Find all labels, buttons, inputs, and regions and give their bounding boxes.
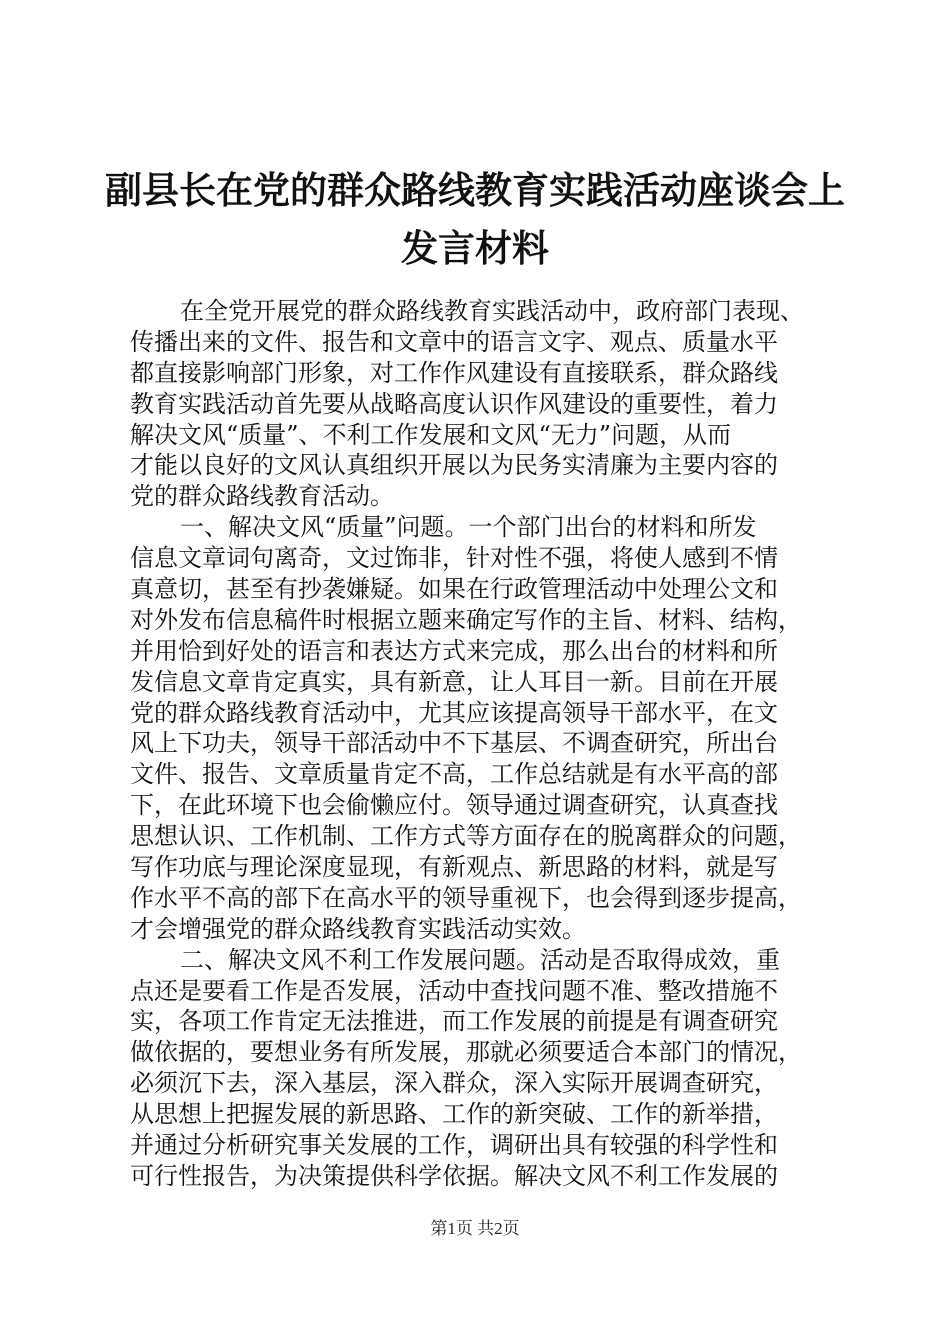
body-line: 党的群众路线教育活动中，尤其应该提高领导干部水平，在文 xyxy=(130,698,778,727)
page-footer: 第1页 共2页 xyxy=(430,1219,520,1238)
body-line: 点还是要看工作是否发展，活动中查找问题不准、整改措施不 xyxy=(130,976,778,1005)
body-line: 发信息文章肯定真实，具有新意，让人耳目一新。目前在开展 xyxy=(130,667,778,696)
body-line: 写作功底与理论深度显现，有新观点、新思路的材料，就是写 xyxy=(130,853,778,882)
body-line: 文件、报告、文章质量肯定不高，工作总结就是有水平高的部 xyxy=(130,760,778,789)
body-line: 党的群众路线教育活动。 xyxy=(130,482,394,511)
body-line: 信息文章词句离奇，文过饰非，针对性不强，将使人感到不情 xyxy=(130,544,778,573)
body-line: 才能以良好的文风认真组织开展以为民务实清廉为主要内容的 xyxy=(130,451,778,480)
document-title-line2: 发言材料 xyxy=(401,226,549,270)
body-line: 都直接影响部门形象，对工作作风建设有直接联系，群众路线 xyxy=(130,358,778,387)
body-line: 风上下功夫，领导干部活动中不下基层、不调查研究，所出台 xyxy=(130,729,778,758)
body-line: 作水平不高的部下在高水平的领导重视下，也会得到逐步提高， xyxy=(130,883,802,912)
body-line: 可行性报告，为决策提供科学依据。解决文风不利工作发展的 xyxy=(130,1161,778,1190)
body-line: 传播出来的文件、报告和文章中的语言文字、观点、质量水平 xyxy=(130,327,778,356)
document-title-line1: 副县长在党的群众路线教育实践活动座谈会上 xyxy=(105,168,845,212)
body-line: 必须沉下去，深入基层，深入群众，深入实际开展调查研究， xyxy=(130,1069,778,1098)
body-line: 解决文风“质量”、不利工作发展和文风“无力”问题，从而 xyxy=(130,420,732,449)
body-line: 教育实践活动首先要从战略高度认识作风建设的重要性，着力 xyxy=(130,389,778,418)
body-line: 并用恰到好处的语言和表达方式来完成，那么出台的材料和所 xyxy=(130,636,778,665)
body-line: 二、解决文风不利工作发展问题。活动是否取得成效，重 xyxy=(180,945,780,974)
body-line: 做依据的，要想业务有所发展，那就必须要适合本部门的情况， xyxy=(130,1038,802,1067)
body-line: 实，各项工作肯定无法推进，而工作发展的前提是有调查研究 xyxy=(130,1007,778,1036)
document-body xyxy=(130,296,830,1192)
body-line: 从思想上把握发展的新思路、工作的新突破、工作的新举措， xyxy=(130,1100,778,1129)
body-line: 真意切，甚至有抄袭嫌疑。如果在行政管理活动中处理公文和 xyxy=(130,575,778,604)
body-line: 才会增强党的群众路线教育实践活动实效。 xyxy=(130,914,586,943)
body-line: 思想认识、工作机制、工作方式等方面存在的脱离群众的问题， xyxy=(130,822,802,851)
body-line: 下，在此环境下也会偷懒应付。领导通过调查研究，认真查找 xyxy=(130,791,778,820)
body-line: 并通过分析研究事关发展的工作，调研出具有较强的科学性和 xyxy=(130,1131,778,1160)
body-line: 一、解决文风“质量”问题。一个部门出台的材料和所发 xyxy=(180,513,757,542)
body-line: 对外发布信息稿件时根据立题来确定写作的主旨、材料、结构， xyxy=(130,605,802,634)
body-line: 在全党开展党的群众路线教育实践活动中，政府部门表现、 xyxy=(180,297,804,325)
